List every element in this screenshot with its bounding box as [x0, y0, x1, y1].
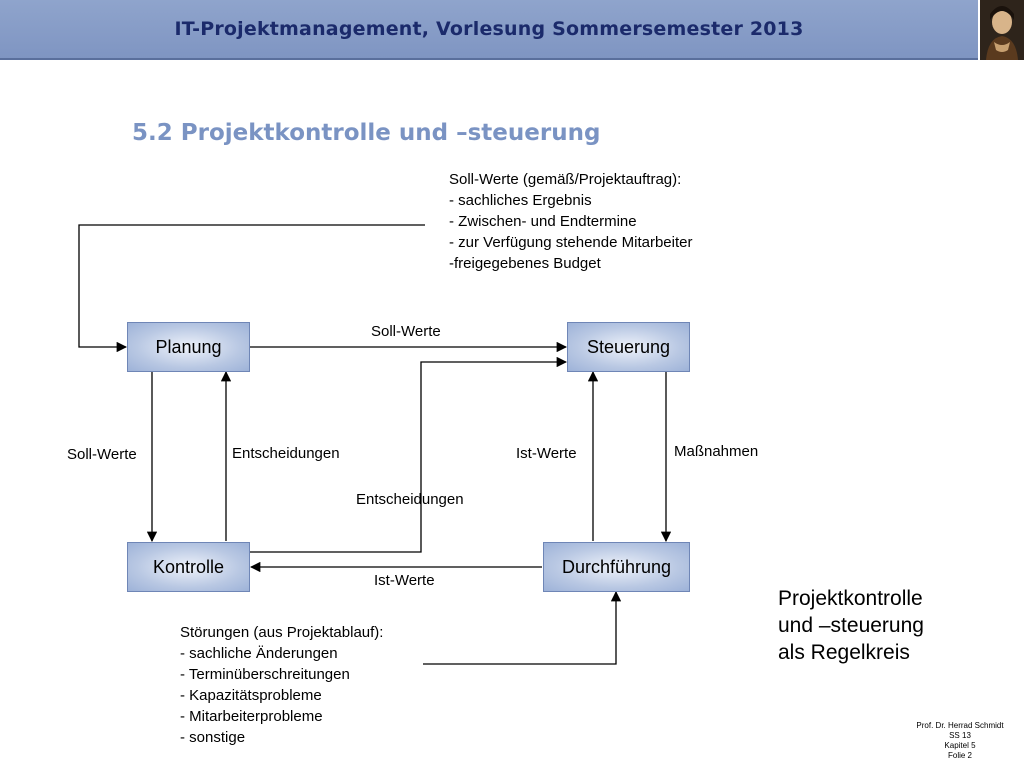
ist-werte-label-bottom: Ist-Werte: [374, 572, 435, 589]
slide-title: 5.2 Projektkontrolle und –steuerung: [132, 120, 601, 146]
soll-werte-label-left: Soll-Werte: [67, 446, 137, 463]
note-line: - zur Verfügung stehende Mitarbeiter: [449, 234, 693, 251]
note-line: - Terminüberschreitungen: [180, 666, 350, 683]
note-line: Störungen (aus Projektablauf):: [180, 624, 384, 641]
massnahmen-label: Maßnahmen: [674, 443, 759, 460]
durchfuehrung-box: Durchführung: [543, 542, 690, 592]
header-title: IT-Projektmanagement, Vorlesung Sommersemester 2013: [174, 18, 804, 40]
note-line: - sachliche Änderungen: [180, 645, 338, 662]
caption-line: Projektkontrolle: [778, 587, 923, 610]
regelkreis-caption: [778, 585, 924, 666]
caption-line: als Regelkreis: [778, 641, 910, 664]
footer-author: Prof. Dr. Herrad Schmidt: [916, 721, 1004, 730]
footer-chapter: Kapitel 5: [944, 741, 976, 750]
footer-slide-number: Folie 2: [947, 751, 972, 760]
soll-werte-label-top: Soll-Werte: [371, 323, 441, 340]
entscheidungen-label-left: Entscheidungen: [232, 445, 340, 462]
slide-footer: [905, 721, 1015, 761]
note-line: - Zwischen- und Endtermine: [449, 213, 637, 230]
note-line: - sachliches Ergebnis: [449, 192, 592, 209]
entscheidungen-label-mid: Entscheidungen: [356, 491, 464, 508]
planung-box: Planung: [127, 322, 250, 372]
footer-semester: SS 13: [949, 731, 971, 740]
note-line: - Mitarbeiterprobleme: [180, 708, 323, 725]
stoerungen-to-durchfuehrung-arrow: [423, 592, 616, 664]
caption-line: und –steuerung: [778, 614, 924, 637]
note-line: -freigegebenes Budget: [449, 255, 601, 272]
stoerungen-note: [180, 622, 383, 748]
kontrolle-box: Kontrolle: [127, 542, 250, 592]
note-line: - Kapazitätsprobleme: [180, 687, 322, 704]
steuerung-box: Steuerung: [567, 322, 690, 372]
ist-werte-label-right: Ist-Werte: [516, 445, 577, 462]
note-line: - sonstige: [180, 729, 246, 746]
note-line: Soll-Werte (gemäß/Projektauftrag):: [449, 171, 682, 188]
